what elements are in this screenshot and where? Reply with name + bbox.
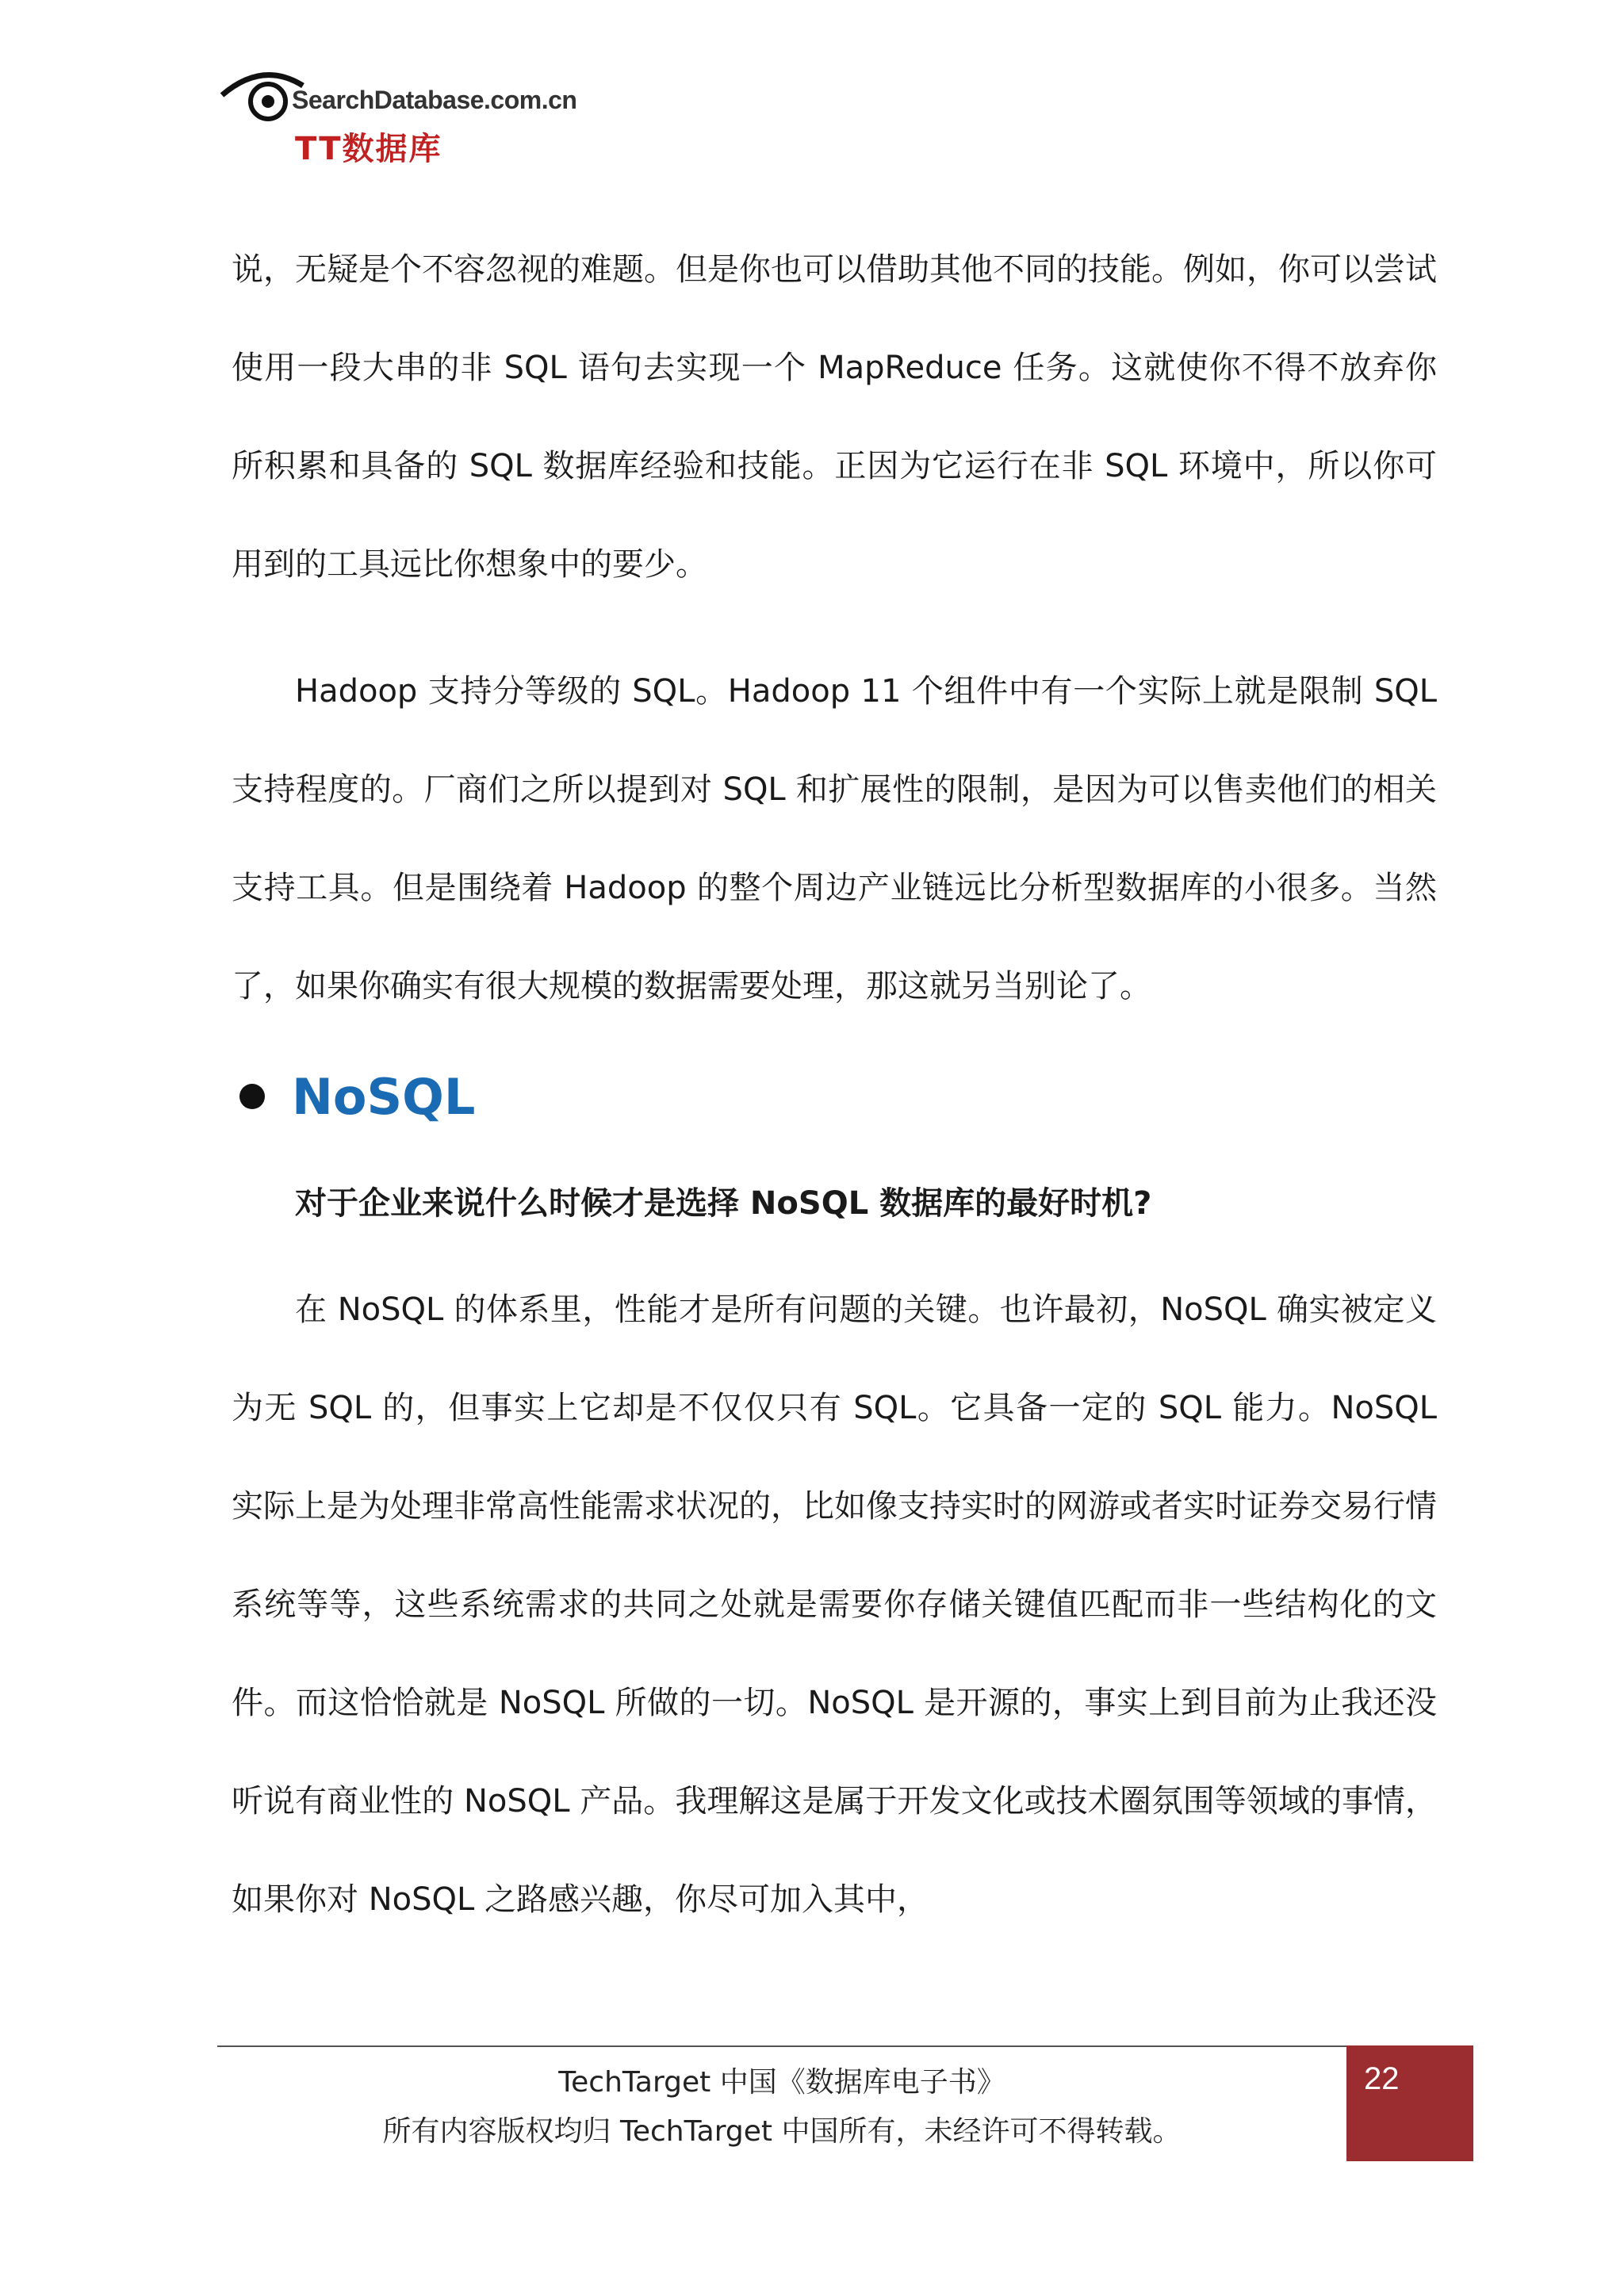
article-body <box>232 220 1437 1949</box>
paragraph-3: 在 NoSQL 的体系里，性能才是所有问题的关键。也许最初，NoSQL 确实被定义为无 SQL 的，但事实上它却是不仅仅只有 SQL。它具备一定的 SQL 能力。NoSQL 实际上是为处理非常高性能需求状况的，比如像支持实时的网游或者实时证券交易行情系统等等，这些系统需求的共同之处就是需要你存储关键值匹配而非一些结构化的文件。而这恰恰就是 NoSQL 所做的一切。NoSQL 是开源的，事实上到目前为止我还没听说有商业性的 NoSQL 产品。我理解这是属于开发文化或技术圈氛围等领域的事情，如果你对 NoSQL 之路感兴趣，你尽可加入其中， <box>232 1292 1437 1918</box>
footer <box>217 2058 1346 2156</box>
footer-copyright: 所有内容版权均归 TechTarget 中国所有，未经许可不得转载。 <box>382 2115 1182 2148</box>
footer-title: TechTarget 中国《数据库电子书》 <box>558 2066 1005 2099</box>
page-number: 22 <box>1364 2061 1400 2096</box>
footer-divider <box>217 2045 1346 2047</box>
section-title: NoSQL <box>292 1067 476 1126</box>
page-number-box <box>1346 2045 1473 2161</box>
section-heading <box>232 1047 1437 1146</box>
logo-brand-text: TT数据库 <box>295 131 442 167</box>
paragraph-2: Hadoop 支持分等级的 SQL。Hadoop 11 个组件中有一个实际上就是限制 SQL 支持程度的。厂商们之所以提到对 SQL 和扩展性的限制，是因为可以售卖他们的相关支持工具。但是围绕着 Hadoop 的整个周边产业链远比分析型数据库的小很多。当然了，如果你确实有很大规模的数据需要处理，那这就另当别论了。 <box>232 673 1437 1004</box>
paragraph-1: 说，无疑是个不容忽视的难题。但是你也可以借助其他不同的技能。例如，你可以尝试使用一段大串的非 SQL 语句去实现一个 MapReduce 任务。这就使你不得不放弃你所积累和具备的 SQL 数据库经验和技能。正因为它运行在非 SQL 环境中，所以你可用到的工具远比你想象中的要少。 <box>232 251 1437 583</box>
bullet-icon <box>239 1084 265 1109</box>
site-logo <box>219 63 577 167</box>
question-heading: 对于企业来说什么时候才是选择 NoSQL 数据库的最好时机? <box>295 1185 1152 1222</box>
logo-site-text: SearchDatabase.com.cn <box>292 86 577 114</box>
